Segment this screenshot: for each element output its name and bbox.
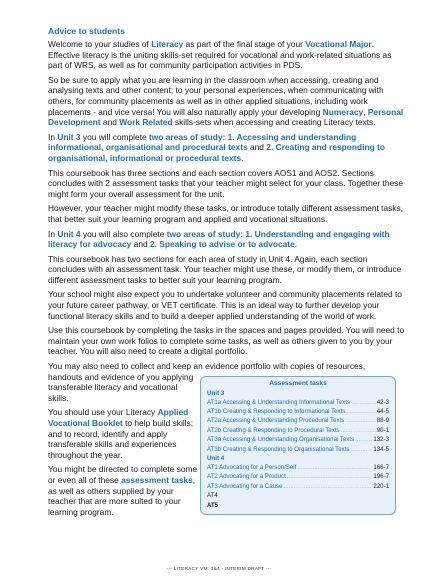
paragraph-unit4: In Unit 4 you will also complete two areas of study: 1. Understanding and engaging with literacy for advocacy and 2. Speaking to advise or to advocate.: [48, 228, 390, 250]
page-footer: --- LITERACY VM: 3&4 - INTERIM DRAFT ---: [166, 567, 272, 572]
paragraph-unit4-sections: This coursebook has two sections for each area of study in Unit 4. Again, each section concludes with an assessment task. Your teacher might use these, or modify them, or introduce different assessment tasks to better suit your learning program.: [48, 253, 402, 285]
split-section: [48, 372, 406, 532]
paragraph-handouts: handouts and evidence of you applying transferable literacy and vocational skills.: [48, 371, 194, 403]
paragraph-use-coursebook: Use this coursebook by completing the tasks in the spaces and pages provided. You will need to maintain your own work folios to complete some tasks, as well as others given to you by your teacher. You will also need to create a digital portfolio.: [48, 325, 405, 357]
unit3-heading: Unit 3: [207, 389, 225, 397]
unit4-heading: Unit 4: [207, 455, 225, 463]
task-row: AT3 Advocating for a Cause ..... 220-1: [207, 482, 389, 491]
paragraph-welcome: Welcome to your studies of Literacy as part of the final stage of your Vocational Major. Effective literacy is the uniting skills-set required for vocational and work-related situations as part of WRS, as well as for community participation activities in PDS.: [48, 39, 392, 71]
task-row: AT3a Accessing & Understanding Organisational Texts ..... 132-3: [207, 435, 389, 444]
paragraph-evidence: You may also need to collect and keep an evidence portfolio with copies of resources,: [48, 361, 366, 372]
task-row: AT1b Creating & Responding to Informational Texts ..... 44-5: [207, 407, 389, 416]
task-row: AT1 Advocating for a Person/Self ..... 166-7: [207, 463, 389, 472]
task-row: AT2a Accessing & Understanding Procedural Texts ..... 88-9: [207, 416, 389, 425]
paragraph-unit3: In Unit 3 you will complete two areas of study: 1. Accessing and understanding informational, organisational and procedural texts and 2. Creating and responding to organisational, informational or procedural texts.: [48, 131, 385, 163]
paragraph-apply: So be sure to apply what you are learning in the classroom when accessing, creating and analysing texts and other content; to your personal experiences, when communicating with others, for community placements as well as in other applied situations, including work placements - and vice versa! You will also naturally apply your developing Numeracy, Personal Development and Work Related skills-sets when accessing and creating Literacy texts.: [48, 74, 404, 128]
task-row: AT4: [207, 492, 218, 500]
left-column: [48, 372, 198, 522]
task-row: AT3b Creating & Responding to Organisational Texts ..... 134-5: [207, 445, 389, 454]
paragraph-directed: You might be directed to complete some or even all of these assessment tasks, as well as others supplied by your teacher that are more suited to your learning program.: [48, 464, 198, 517]
paragraph-modify: However, your teacher might modify these tasks, or introduce totally different assessment tasks, that better suit your learning program and applied and vocational situations.: [48, 203, 404, 224]
paragraph-sections: This coursebook has three sections and each section covers AOS1 and AOS2. Sections concludes with 2 assessment tasks that your teacher might select for your class. Together these might form your overall assessment for the unit.: [48, 167, 404, 199]
task-row: AT5: [207, 501, 219, 509]
paragraph-placements: Your school might also expect you to undertake volunteer and community placements related to your future career pathway, or VET certificate. This is an ideal way to further develop your functional literacy skills and to build a deeper applied understanding of the world of work.: [48, 289, 402, 321]
paragraph-booklet: You should use your Literacy Applied Vocational Booklet to help build skills; and to record, identify and apply transferable skills and experiences throughout the year.: [48, 407, 194, 460]
document-page: [48, 26, 406, 532]
task-row: AT2b Creating & Responding to Procedural Texts ..... 90-1: [207, 426, 389, 435]
page-heading: Advice to students: [48, 26, 125, 36]
assessment-tasks-box: [200, 376, 396, 515]
task-row: AT1a Accessing & Understanding Informational Texts ..... 42-3: [207, 398, 389, 407]
task-row: AT2 Advocating for a Product ..... 196-7: [207, 472, 389, 481]
assessment-tasks-title: Assessment tasks: [269, 379, 327, 387]
